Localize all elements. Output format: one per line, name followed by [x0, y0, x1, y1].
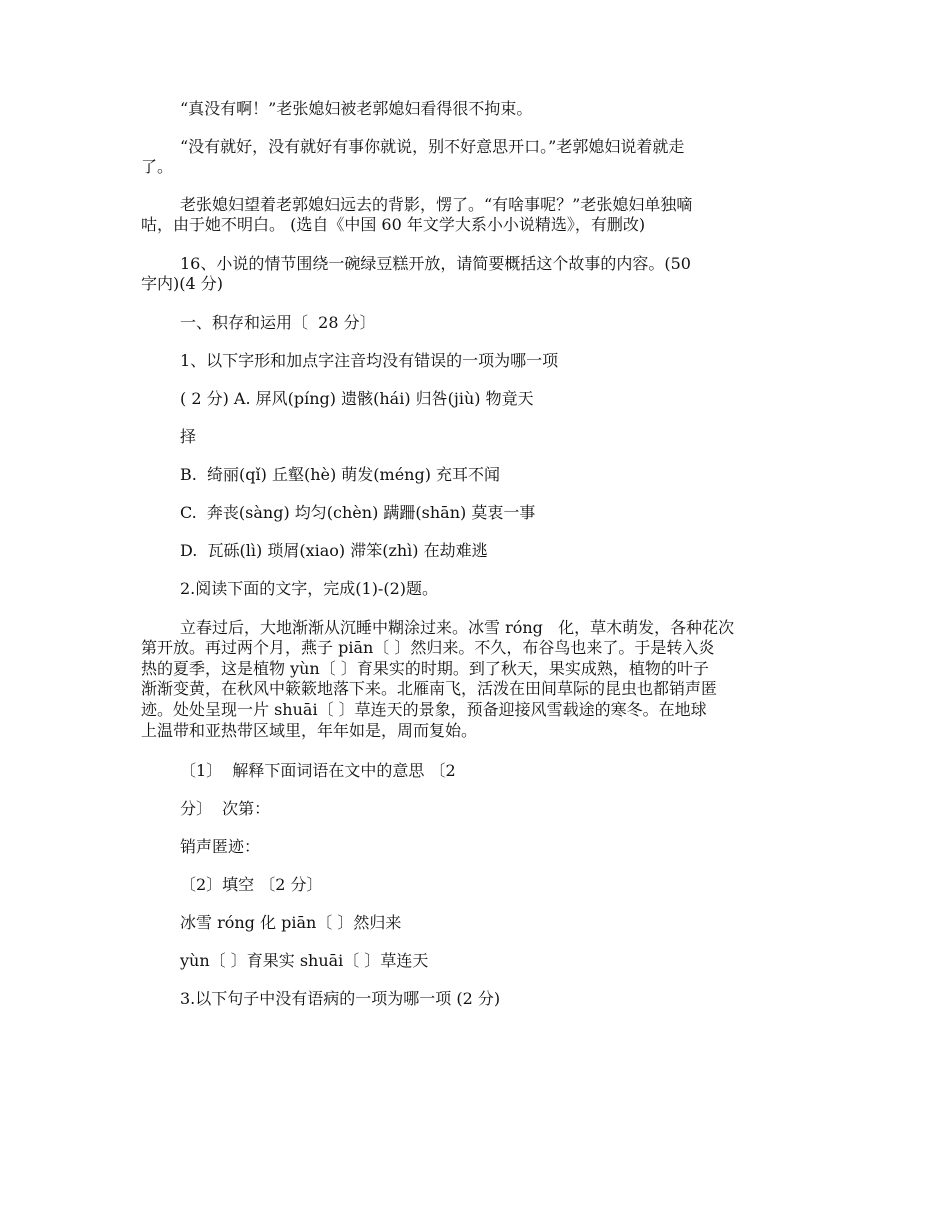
question-3-stem: 3.以下句子中没有语病的一项为哪一项 (2 分) [180, 989, 501, 1008]
question-1-option-a-cont: 择 [180, 427, 197, 446]
passage-line: 迹。处处呈现一片 shuāi〔 〕草连天的景象，预备迎接风雪载途的寒冬。在地球 [141, 700, 707, 719]
story-paragraph-2-line-1: “没有就好，没有就好有事你就说，别不好意思开口。”老郭媳妇说着就走 [180, 137, 685, 156]
question-1-option-d: D. 瓦砾(lì) 琐屑(xiao) 滞笨(zhì) 在劫难逃 [180, 541, 488, 560]
story-paragraph-3-line-1: 老张媳妇望着老郭媳妇远去的背影，愣了。“有啥事呢？”老张媳妇单独嘀 [180, 195, 693, 214]
question-16-line-1: 16、小说的情节围绕一碗绿豆糕开放，请简要概括这个故事的内容。(50 [180, 254, 691, 273]
question-1-option-a: ( 2 分) A. 屏风(píng) 遗骸(hái) 归咎(jiù) 物竟天 [180, 389, 534, 408]
passage-line: 上温带和亚热带区域里，年年如是，周而复始。 [141, 721, 478, 740]
fill-blank-line-1: 冰雪 róng 化 piān〔 〕然归来 [180, 913, 402, 932]
passage-line: 第开放。再过两个月，燕子 piān〔 〕然归来。不久，布谷鸟也来了。于是转入炎 [141, 638, 715, 657]
question-1-option-b: B. 绮丽(qǐ) 丘壑(hè) 萌发(méng) 充耳不闻 [180, 465, 501, 484]
sub-question-1: 〔1〕 解释下面词语在文中的意思 〔2 [180, 761, 456, 780]
question-2-stem: 2.阅读下面的文字，完成(1)-(2)题。 [180, 579, 439, 598]
passage-line: 渐渐变黄，在秋风中簌簌地落下来。北雁南飞，活泼在田间草际的昆虫也都销声匿 [141, 679, 718, 698]
sub-question-1-cont: 分〕 次第： [180, 799, 271, 818]
question-1-option-c: C. 奔丧(sàng) 均匀(chèn) 蹒跚(shān) 莫衷一事 [180, 503, 536, 522]
fill-blank-line-2: yùn〔 〕育果实 shuāi〔 〕草连天 [180, 951, 429, 970]
section-title: 一、积存和运用〔 28 分〕 [180, 313, 376, 332]
sub-question-2: 〔2〕填空 〔2 分〕 [180, 875, 323, 894]
story-paragraph-2-line-2: 了。 [141, 157, 174, 176]
passage-line: 立春过后，大地渐渐从沉睡中糊涂过来。冰雪 róng 化，草木萌发，各种花次 [180, 618, 735, 637]
story-paragraph-3-line-2: 咕，由于她不明白。 (选自《中国 60 年文学大系小小说精选》，有删改) [141, 215, 646, 234]
sub-question-1-term: 销声匿迹： [180, 837, 261, 856]
question-16-line-2: 字内)(4 分) [141, 274, 223, 293]
passage-line: 热的夏季，这是植物 yùn〔 〕育果实的时期。到了秋天，果实成熟，植物的叶子 [141, 659, 709, 678]
question-1-stem: 1、以下字形和加点字注音均没有错误的一项为哪一项 [180, 351, 559, 370]
story-paragraph-1: “真没有啊！”老张媳妇被老郭媳妇看得很不拘束。 [180, 99, 533, 118]
